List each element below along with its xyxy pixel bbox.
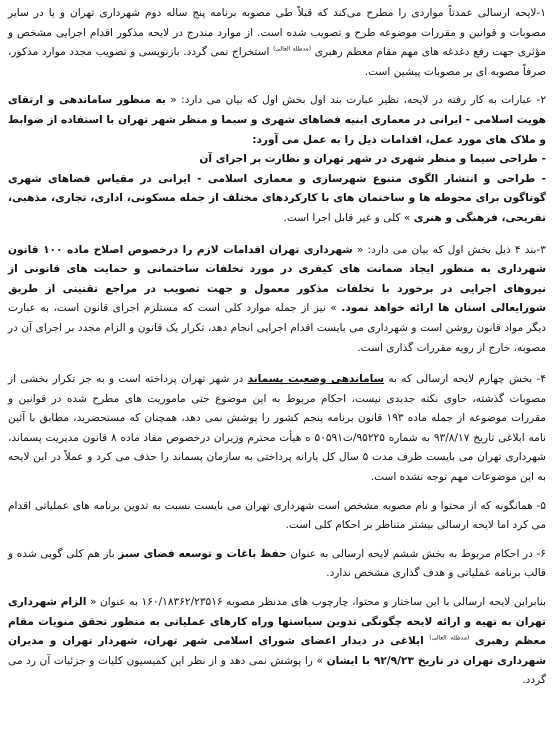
honorific-note: (مدظله العالی) <box>272 45 312 53</box>
paragraph-4-text-a: ۴- بخش چهارم لایحه ارسالی که به <box>384 373 546 386</box>
paragraph-2-quote: به منظور ساماندهی و ارتقای هویت اسلامی - ایرانی در معماری ابنیه فضاهای شهری و سیما و منظر شهر تهران با استفاده از ضوابط و ملاک های مورد عمل، اقدامات ذیل را به عمل می آورد: <box>8 94 546 146</box>
paragraph-1-text-a: ۱-لایحه ارسالی عمدتاً مواردی را مطرح می‌کند که قبلاً طی مصوبه برنامه پنج ساله دوم شهرداری تهران و یا در سایر مصوبات و قوانین و مقررات موضوعه طرح و تصویب شده است. از موارد مندرج در لایحه مذکور اقدام اجرایی مشخص و مؤثری جهت رفع دغدغه های مهم مقام معظم رهبری <box>8 7 546 59</box>
paragraph-4-text-b: در شهر تهران پرداخته است و به جز تکرار بخشی از مصوبات گذشته، حاوی نکته جدیدی نیست، احکام مربوط به این موضوع حتی ماموریت های مطرح شده در قوانین و مقررات موضوعه از جمله ماده ۱۹۳ قانون برنامه پنجم کشور را پوشش نمی دهد، همچنان که مستحضرید، مطابق با آئین نامه ابلاغی تاریخ ۹۳/۸/۱۷ به شماره ۹۵۲۲۵/ت۵۰۵۹۱ ه هیأت محترم وزیران درخصوص مفاد ماده ۸ قانون مدیریت پسماند، شهرداری تهران می بایست ظرف مدت ۵ سال کل یارانه پرداختی به سازمان پسماند را حذف می کرد و عملاً در این لایحه به این موضوعات مهم توجه نشده است. <box>8 373 546 484</box>
paragraph-2-text-a: ۲- عبارات به کار رفته در لایحه، نظیر عبارت بند اول بخش اول که بیان می دارد: « <box>165 94 547 107</box>
paragraph-6 <box>8 545 546 584</box>
paragraph-5 <box>8 497 546 536</box>
paragraph-7-quote: الزام شهرداری تهران به تهیه و ارائه لایحه چگونگی تدوین سیاستها وراه کارهای عملیاتی به منظور تحقق منویات مقام معظم رهبری <box>8 596 546 648</box>
paragraph-1 <box>8 4 546 82</box>
paragraph-3-text-b: » نیز از جمله موارد کلی است که مستلزم اجرای قانون است، به عبارت دیگر مواد قانون روشن است و شهرداری می بایست اقدام اجرایی انجام دهد، تکرار یک قانون و الزام مجدد بر اجرای آن در مصوبه، خارج از رویه مقررات گذاری است. <box>8 302 546 354</box>
paragraph-6-text-a: ۶- در احکام مربوط به بخش ششم لایحه ارسالی به عنوان <box>286 547 546 560</box>
paragraph-4 <box>8 370 546 488</box>
paragraph-2-item-1: - طراحی سیما و منظر شهری در شهر تهران و نظارت بر اجرای آن <box>199 153 546 166</box>
paragraph-1-text-b: استخراج نمی گردد. بازنویسی و تصویب مجدد موارد مذکور، صرفاً مصوبه ای بر مصوبات پیشین است. <box>8 46 546 78</box>
paragraph-7-quote-cont: ابلاغی در دیدار اعضای شورای اسلامی شهر تهران، شهردار تهران و مدیران شهرداری تهران در تاریخ ۹۲/۹/۲۳ با ایشان <box>8 635 546 667</box>
paragraph-3-quote: شهرداری تهران اقدامات لازم را درخصوص اصلاح ماده ۱۰۰ قانون شهرداری به منظور ایجاد ضمانت های کیفری در مورد تخلفات ساختمانی و حمایت های قانونی از نیروهای اجرایی در برخورد با تخلفات مذکور معمول و جهت تصویب در مراجع تقنینی از طریق شورایعالی استان ها ارائه خواهد نمود. <box>8 243 547 315</box>
paragraph-2-text-b: » کلی و غیر قابل اجرا است. <box>283 211 411 224</box>
paragraph-3-text-a: ۳-بند ۴ ذیل بخش اول که بیان می دارد: « <box>352 243 546 256</box>
paragraph-5-text: ۵- همانگونه که از محتوا و نام مصوبه مشخص است شهرداری تهران می بایست نسبت به تدوین برنامه های عملیاتی اقدام می کرد اما لایحه ارسالی بیشتر متناظر بر احکام کلی است. <box>8 499 546 532</box>
paragraph-7-text-a: بنابراین لایحه ارسالی با این ساختار و محتوا، چارچوب های مدنظر مصوبه ۱۶۰/۱۸۳۶۲/۲۳۵۱۶ به عنوان « <box>86 596 547 609</box>
paragraph-4-topic: ساماندهی وضعیت پسماند <box>247 373 385 386</box>
paragraph-2-item-2: - طراحی و انتشار الگوی متنوع شهرسازی و معماری اسلامی - ایرانی در مقیاس فضاهای شهری گوناگون برای محوطه ها و ساختمان های با کارکردهای مختلف از جمله مسکونی، اداری، تجاری، مذهبی، تفریحی، فرهنگی و هنری <box>8 172 546 224</box>
paragraph-3 <box>8 241 546 359</box>
paragraph-6-text-b: باز هم کلی گویی شده و قالب برنامه عملیاتی و هدف گذاری مشخص ندارد. <box>8 547 546 580</box>
paragraph-2 <box>8 91 546 228</box>
honorific-note-2: (مدظله العالی) <box>429 634 470 642</box>
paragraph-7 <box>8 593 546 691</box>
paragraph-7-text-b: » را پوشش نمی دهد و از نظر این کمیسیون کلیات و جزئیات آن رد می گردد. <box>8 654 546 687</box>
paragraph-6-topic: حفظ باغات و توسعه فضای سبز <box>118 547 287 560</box>
